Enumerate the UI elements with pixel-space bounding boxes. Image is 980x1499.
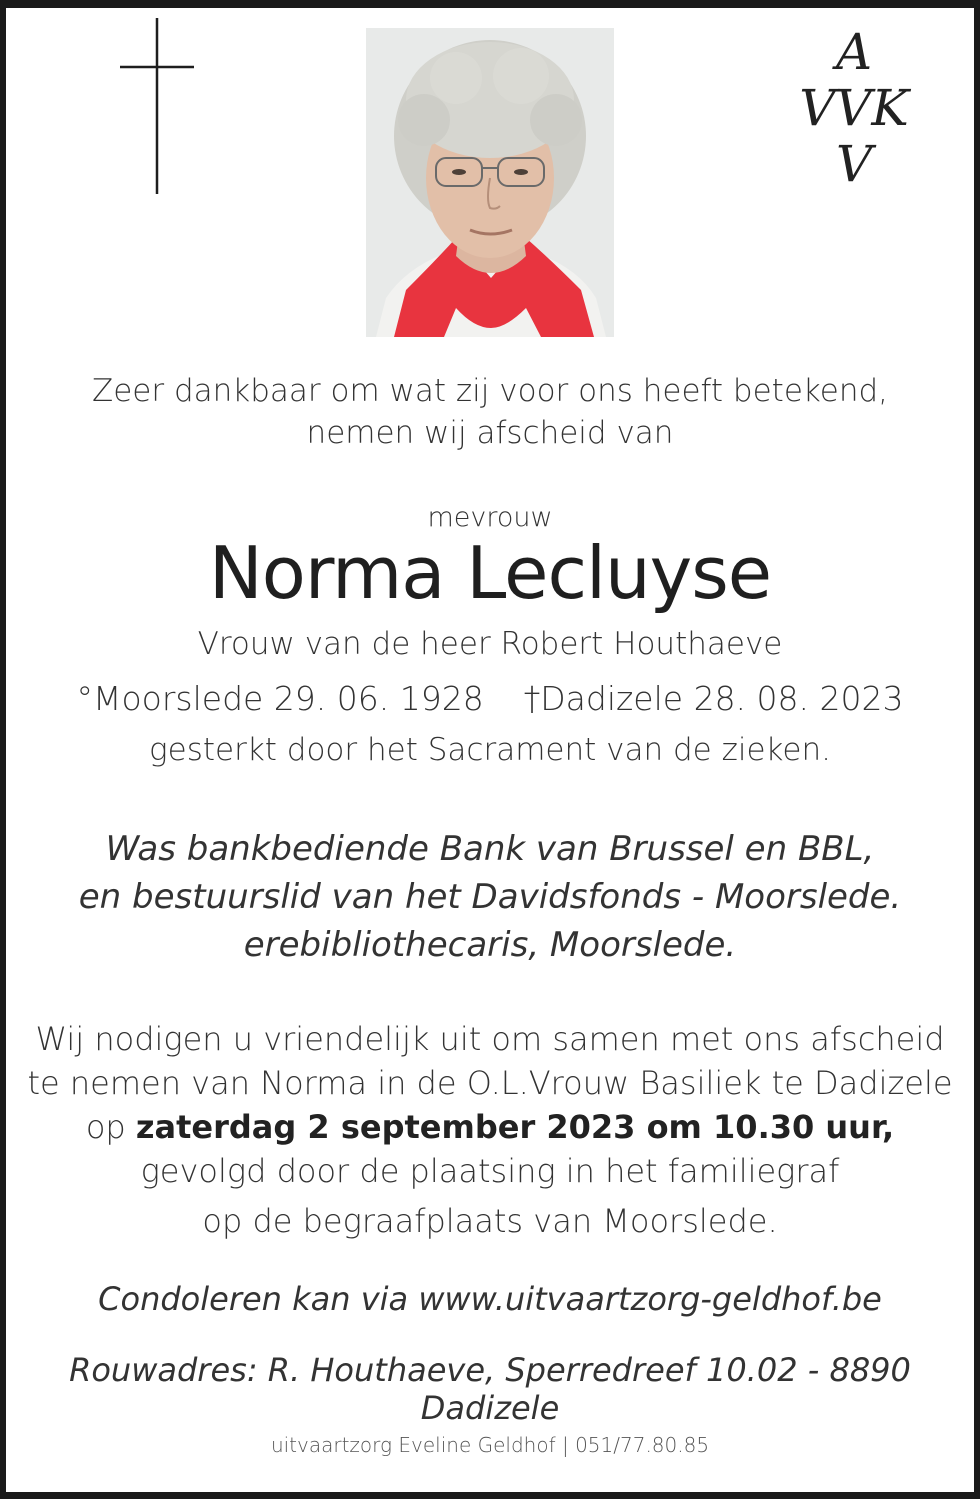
invite-line-2: te nemen van Norma in de O.L.Vrouw Basiliek te Dadizele xyxy=(27,1064,953,1102)
sacrament-line: gesterkt door het Sacrament van de zieken. xyxy=(149,732,831,768)
birth-date: °Moorslede 29. 06. 1928 xyxy=(76,679,484,718)
intro-text xyxy=(6,370,974,454)
monogram-line-2: VVK xyxy=(799,79,909,137)
invite-line-1: Wij nodigen u vriendelijk uit om samen met ons afscheid xyxy=(35,1020,945,1058)
biography xyxy=(6,825,974,969)
bio-line-1: Was bankbediende Bank van Brussel en BBL, xyxy=(105,829,875,869)
cross-icon xyxy=(120,18,194,194)
bio-line-2: en bestuurslid van het Davidsfonds - Moorslede. xyxy=(78,877,902,917)
obituary-card xyxy=(6,8,974,1492)
intro-line-1: Zeer dankbaar om wat zij voor ons heeft betekend, xyxy=(92,373,888,409)
monogram-line-1: A xyxy=(835,23,873,81)
life-dates xyxy=(6,679,974,718)
portrait-photo xyxy=(366,28,614,337)
honorific: mevrouw xyxy=(427,502,553,533)
funeral-home-footer: uitvaartzorg Eveline Geldhof | 051/77.80.85 xyxy=(270,1433,710,1457)
death-date: †Dadizele 28. 08. 2023 xyxy=(523,679,904,718)
spouse-line: Vrouw van de heer Robert Houthaeve xyxy=(197,626,783,662)
ceremony-datetime: zaterdag 2 september 2023 om 10.30 uur, xyxy=(135,1108,895,1146)
deceased-name: Norma Lecluyse xyxy=(208,531,772,615)
bio-line-3: erebibliothecaris, Moorslede. xyxy=(243,925,737,965)
invite-line-4: gevolgd door de plaatsing in het familiegraf xyxy=(140,1152,840,1190)
condolences-link: Condoleren kan via www.uitvaartzorg-geldhof.be xyxy=(98,1280,882,1318)
mourning-address: Rouwadres: R. Houthaeve, Sperredreef 10.02 - 8890 Dadizele xyxy=(69,1351,911,1427)
invite-line-3-prefix: op xyxy=(85,1108,136,1146)
invite-line-3 xyxy=(6,1105,974,1149)
invite-line-5: op de begraafplaats van Moorslede. xyxy=(202,1202,778,1240)
monogram-avkv xyxy=(784,24,924,192)
monogram-line-3: V xyxy=(835,135,873,193)
funeral-invitation xyxy=(6,1017,974,1243)
intro-line-2: nemen wij afscheid van xyxy=(306,415,674,451)
